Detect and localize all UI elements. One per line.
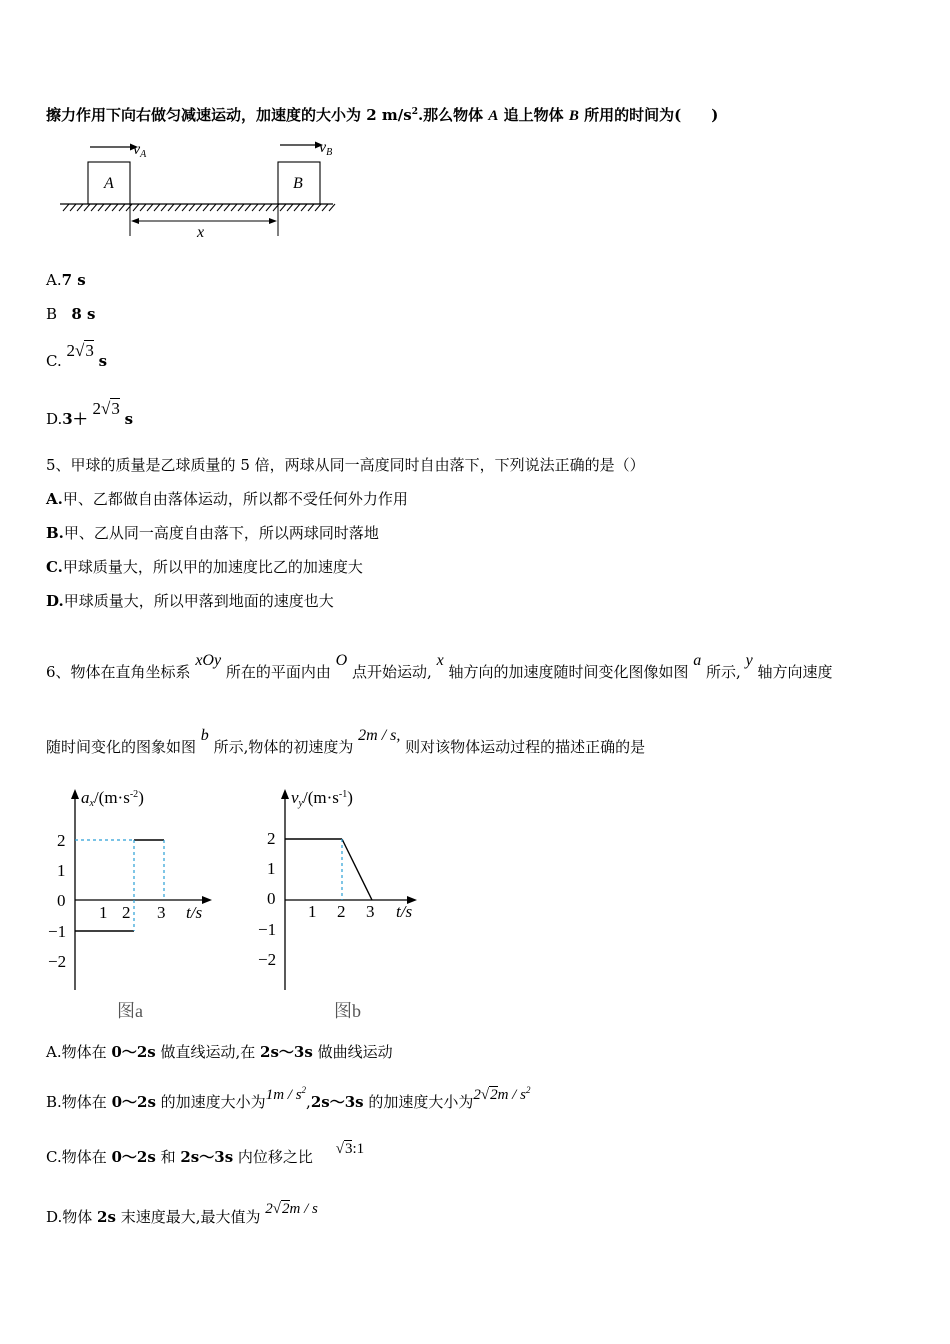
graph-a-plot — [75, 840, 164, 931]
q6-option-b-b2: 2s～3s — [310, 1093, 364, 1111]
q6-option-a-b1: 0～2s — [111, 1043, 156, 1061]
q5-option-b-text: 甲、乙从同一高度自由落下，所以两球同时落地 — [63, 524, 379, 542]
q6-option-b-t2: 的加速度大小为 — [155, 1093, 266, 1111]
q4-option-a[interactable] — [46, 270, 86, 290]
q6-option-c-t3: 内位移之比 — [233, 1148, 313, 1166]
q4-option-b[interactable] — [46, 304, 95, 324]
q4-stem-B: B — [568, 108, 579, 124]
graph-a-ytick-2: 2 — [57, 831, 66, 850]
q6-option-d-t2: 末速度最大,最大值为 — [115, 1208, 261, 1226]
graph-a-ylabel: $ax/(m\cdot s^{-2})$ — [81, 788, 144, 809]
q4-option-d-math: 2√3 — [92, 399, 120, 418]
graph-b-ytick-0: 0 — [267, 889, 276, 908]
q6-option-d-prefix: D. — [46, 1208, 63, 1226]
q6-option-a-t1: 物体在 — [61, 1043, 112, 1061]
hatch-mark — [322, 204, 328, 211]
dim-head-left — [131, 218, 139, 224]
q6-option-a[interactable] — [46, 1042, 393, 1062]
q6-math-a: a — [693, 652, 702, 669]
hatch-mark — [175, 204, 181, 211]
q6-option-c-b2: 2s～3s — [180, 1148, 234, 1166]
q5-option-a-text: 甲、乙都做自由落体运动，所以都不受任何外力作用 — [62, 490, 408, 508]
graph-a-xlabel: t/s — [186, 903, 203, 922]
q6-option-d-t1: 物体 — [62, 1208, 98, 1226]
hatch-mark — [98, 204, 104, 211]
q6-option-b-m2: $2√2m / s^2$ — [473, 1085, 531, 1103]
q4-option-c[interactable] — [46, 341, 108, 370]
q4-stem-text: 擦力作用下向右做匀减速运动，加速度的大小为 2 m/s — [46, 106, 412, 124]
graph-a-ytick-m1: −1 — [48, 922, 67, 941]
q6-stem-line1 — [46, 652, 833, 683]
q6-l1-f: 轴方向速度 — [757, 663, 833, 681]
q6-option-a-t2: 做直线运动,在 — [155, 1043, 261, 1061]
q6-option-c[interactable] — [46, 1141, 365, 1168]
q6-option-c-t1: 物体在 — [61, 1148, 112, 1166]
hatch-mark — [231, 204, 237, 211]
q5-option-b-prefix: B. — [46, 524, 64, 542]
q6-math-x: x — [436, 652, 444, 669]
graph-b-ytick-2: 2 — [267, 829, 276, 848]
q6-graph-a — [44, 785, 224, 1025]
dim-head-right — [269, 218, 277, 224]
graph-b-xtick-1: 1 — [308, 902, 317, 921]
graph-b-seg-decline — [342, 839, 372, 900]
q4-option-d-prefix: D. — [46, 410, 63, 428]
q6-math-O: O — [335, 652, 348, 669]
q4-option-d-unit: s — [124, 410, 134, 428]
q6-l1-c: 点开始运动, — [352, 663, 432, 681]
q6-l1-e: 所示, — [706, 663, 741, 681]
q4-figure — [55, 135, 340, 245]
q6-option-c-b1: 0～2s — [111, 1148, 156, 1166]
graph-a-ytick-m2: −2 — [48, 952, 67, 971]
q6-l1-a: 6、物体在直角坐标系 — [46, 663, 191, 681]
graph-a-ytick-0: 0 — [57, 891, 66, 910]
hatch-mark — [329, 204, 335, 211]
hatch-mark — [287, 204, 293, 211]
q6-math-xOy: xOy — [195, 652, 222, 669]
hatch-mark — [77, 204, 83, 211]
q4-option-b-prefix: B — [46, 305, 58, 323]
q6-l1-d: 轴方向的加速度随时间变化图像如图 — [448, 663, 689, 681]
hatch-mark — [224, 204, 230, 211]
q6-graph-b — [254, 785, 434, 1025]
ground-hatch — [63, 204, 335, 211]
hatch-mark — [112, 204, 118, 211]
hatch-mark — [210, 204, 216, 211]
hatch-mark — [84, 204, 90, 211]
q5-option-c[interactable] — [46, 557, 363, 577]
q4-option-c-math: 2√3 — [66, 341, 94, 360]
hatch-mark — [161, 204, 167, 211]
q4-stem — [46, 102, 718, 126]
graph-b-plot — [285, 839, 372, 900]
graph-b-xlabel: t/s — [396, 902, 413, 921]
q6-option-a-prefix: A. — [46, 1043, 62, 1061]
hatch-mark — [119, 204, 125, 211]
q4-stem-tail-b: 追上物体 — [498, 106, 569, 124]
label-vA: vA — [133, 141, 147, 160]
hatch-mark — [154, 204, 160, 211]
q6-l2-c: 则对该物体运动过程的描述正确的是 — [405, 738, 646, 756]
q5-option-a[interactable] — [46, 489, 408, 509]
hatch-mark — [126, 204, 132, 211]
q5-option-d[interactable] — [46, 591, 334, 611]
q5-option-a-prefix: A. — [46, 490, 63, 508]
graph-b-ylabel: $vy/(m\cdot s^{-1})$ — [291, 788, 353, 809]
q6-option-c-math: √3:1 — [335, 1141, 365, 1157]
q6-l1-b: 所在的平面内由 — [225, 663, 331, 681]
q5-option-c-prefix: C. — [46, 558, 63, 576]
hatch-mark — [105, 204, 111, 211]
hatch-mark — [259, 204, 265, 211]
q6-option-d-b1: 2s — [97, 1208, 116, 1226]
q4-stem-A: A — [488, 108, 499, 124]
q4-option-b-text: 8 s — [71, 305, 96, 323]
q6-option-b-t1: 物体在 — [61, 1093, 112, 1111]
hatch-mark — [63, 204, 69, 211]
q4-option-a-prefix: A. — [46, 271, 62, 289]
q6-math-v0: 2m / s, — [358, 727, 401, 744]
q6-math-b: b — [200, 727, 209, 744]
q4-option-c-unit: s — [98, 352, 108, 370]
q6-l2-a: 随时间变化的图象如图 — [46, 738, 197, 756]
graph-a-x-arrow — [202, 896, 212, 904]
q6-option-a-b2: 2s～3s — [260, 1043, 313, 1061]
q6-option-a-t3: 做曲线运动 — [312, 1043, 393, 1061]
q5-option-c-text: 甲球质量大，所以甲的加速度比乙的加速度大 — [62, 558, 363, 576]
q6-option-b[interactable] — [46, 1085, 531, 1113]
q6-option-d[interactable] — [46, 1201, 318, 1228]
hatch-mark — [147, 204, 153, 211]
q6-option-b-t3: 的加速度大小为 — [363, 1093, 474, 1111]
q6-option-b-m1: $1m / s^2$ — [265, 1085, 307, 1103]
graph-b-y-arrow — [281, 789, 289, 799]
graph-a-xtick-3: 3 — [157, 903, 166, 922]
q4-stem-tail-a: .那么物体 — [417, 106, 489, 124]
hatch-mark — [196, 204, 202, 211]
q6-option-b-b1: 0～2s — [111, 1093, 156, 1111]
q6-option-b-prefix: B. — [46, 1093, 62, 1111]
hatch-mark — [203, 204, 209, 211]
hatch-mark — [217, 204, 223, 211]
q4-stem-sup: 2 — [411, 107, 418, 117]
graph-b-caption: 图b — [334, 1001, 361, 1021]
hatch-mark — [238, 204, 244, 211]
graph-b-xtick-2: 2 — [337, 902, 346, 921]
hatch-mark — [133, 204, 139, 211]
dim-label-x: x — [197, 224, 205, 241]
q6-option-d-math: 2√2m / s — [265, 1201, 318, 1217]
q4-option-d[interactable] — [46, 399, 134, 428]
q6-math-y: y — [745, 652, 753, 669]
q4-option-d-text: 3＋ — [62, 410, 88, 428]
graph-a-xtick-1: 1 — [99, 903, 108, 922]
hatch-mark — [301, 204, 307, 211]
hatch-mark — [252, 204, 258, 211]
q4-option-a-text: 7 s — [61, 271, 86, 289]
q4-option-c-prefix: C. — [46, 352, 62, 370]
q6-l2-b: 所示,物体的初速度为 — [213, 738, 354, 756]
q4-stem-tail-c: 所用的时间为( ) — [578, 106, 719, 124]
hatch-mark — [245, 204, 251, 211]
graph-a-y-arrow — [71, 789, 79, 799]
hatch-mark — [294, 204, 300, 211]
hatch-mark — [140, 204, 146, 211]
q5-option-d-text: 甲球质量大，所以甲落到地面的速度也大 — [63, 592, 334, 610]
hatch-mark — [266, 204, 272, 211]
q6-stem-line2 — [46, 727, 646, 758]
hatch-mark — [91, 204, 97, 211]
hatch-mark — [308, 204, 314, 211]
hatch-mark — [189, 204, 195, 211]
q5-stem: 5、甲球的质量是乙球质量的 5 倍，两球从同一高度同时自由落下，下列说法正确的是（） — [46, 456, 645, 474]
hatch-mark — [315, 204, 321, 211]
graph-b-ytick-m2: −2 — [258, 950, 277, 969]
box-A-label: A — [104, 175, 114, 192]
graph-b-ytick-1: 1 — [267, 859, 276, 878]
hatch-mark — [182, 204, 188, 211]
graph-a-ytick-1: 1 — [57, 861, 66, 880]
box-B-label: B — [293, 175, 303, 192]
graph-a-xtick-2: 2 — [122, 903, 131, 922]
q5-option-d-prefix: D. — [46, 592, 64, 610]
graph-b-ytick-m1: −1 — [258, 920, 277, 939]
hatch-mark — [168, 204, 174, 211]
graph-a-caption: 图a — [117, 1001, 143, 1021]
label-vB: vB — [319, 139, 333, 158]
hatch-mark — [280, 204, 286, 211]
q5-option-b[interactable] — [46, 523, 379, 543]
graph-b-xtick-3: 3 — [366, 902, 375, 921]
q6-option-c-prefix: C. — [46, 1148, 62, 1166]
hatch-mark — [70, 204, 76, 211]
q6-option-c-t2: 和 — [155, 1148, 181, 1166]
q6-option-b-comma: , — [306, 1093, 311, 1111]
